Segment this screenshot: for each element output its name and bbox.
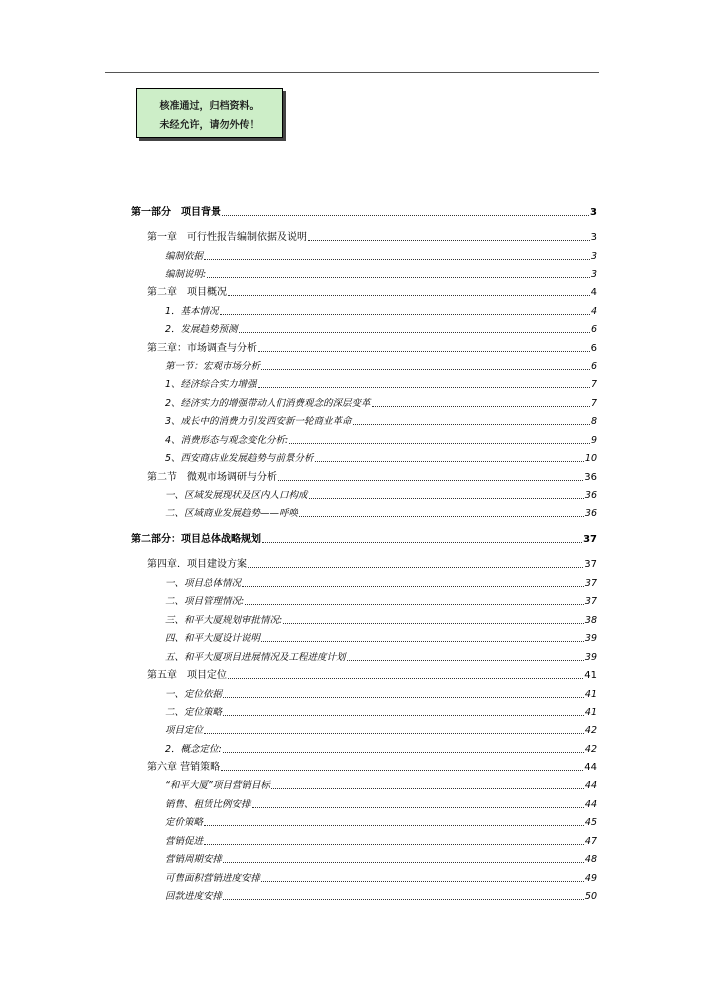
toc-page-number: 44 — [584, 799, 597, 810]
toc-page-number: 4 — [590, 306, 597, 317]
toc-entry-title: 二、定位策略 — [165, 707, 223, 718]
toc-entry-title: 1．基本情况 — [165, 306, 219, 317]
toc-page-number: 41 — [584, 689, 597, 700]
toc-leader-dots — [258, 351, 590, 352]
toc-page-number: 48 — [584, 854, 597, 865]
toc-page-number: 37 — [584, 559, 597, 570]
toc-leader-dots — [220, 314, 590, 315]
toc-page-number: 37 — [584, 578, 597, 589]
toc-leader-dots — [228, 295, 590, 296]
toc-entry[interactable] — [147, 470, 597, 484]
toc-leader-dots — [223, 715, 584, 716]
toc-leader-dots — [347, 660, 584, 661]
toc-leader-dots — [223, 752, 584, 753]
toc-entry[interactable] — [165, 433, 597, 447]
toc-entry-title: 三、和平大厦规划审批情况: — [165, 615, 283, 626]
toc-leader-dots — [353, 424, 590, 425]
toc-page-number: 6 — [590, 361, 597, 372]
stamp-line-2: 未经允许，请勿外传！ — [159, 120, 260, 131]
toc-page-number: 37 — [584, 596, 597, 607]
toc-entry-title: 2、经济实力的增强带动人们消费观念的深层变革 — [165, 398, 371, 409]
toc-entry[interactable] — [165, 631, 597, 645]
toc-page-number: 3 — [590, 269, 597, 280]
toc-page-number: 42 — [584, 725, 597, 736]
toc-entry[interactable] — [165, 723, 597, 737]
toc-page-number: 6 — [590, 324, 597, 335]
toc-page-number: 3 — [590, 232, 597, 243]
toc-entry[interactable] — [131, 532, 597, 546]
toc-entry-title: 回款进度安排 — [165, 891, 223, 902]
toc-page-number: 36 — [584, 490, 597, 501]
toc-entry[interactable] — [147, 557, 597, 571]
toc-entry[interactable] — [165, 687, 597, 701]
toc-leader-dots — [223, 862, 584, 863]
toc-entry[interactable] — [165, 871, 597, 885]
toc-entry-title: 四、和平大厦设计说明 — [165, 633, 261, 644]
toc-entry-title: 第二章 项目概况 — [147, 287, 227, 298]
toc-leader-dots — [261, 641, 584, 642]
toc-leader-dots — [223, 899, 584, 900]
toc-entry-title: 第四章．项目建设方案 — [147, 559, 247, 570]
toc-entry[interactable] — [165, 852, 597, 866]
toc-entry-title: 五、和平大厦项目进展情况及工程进度计划 — [165, 652, 346, 663]
toc-page-number: 36 — [584, 508, 597, 519]
toc-entry[interactable] — [165, 889, 597, 903]
toc-page-number: 39 — [584, 633, 597, 644]
toc-leader-dots — [204, 844, 584, 845]
toc-leader-dots — [309, 498, 584, 499]
toc-leader-dots — [262, 542, 582, 543]
toc-entry[interactable] — [165, 778, 597, 792]
toc-entry-title: 5、西安商店业发展趋势与前景分析 — [165, 453, 314, 464]
toc-leader-dots — [204, 259, 590, 260]
toc-entry-title: 第一节：宏观市场分析 — [165, 361, 261, 372]
toc-entry[interactable] — [165, 613, 597, 627]
toc-entry-title: 编制依据 — [165, 251, 204, 262]
toc-entry[interactable] — [165, 304, 597, 318]
toc-entry[interactable] — [147, 341, 597, 355]
toc-entry-title: 二、区域商业发展趋势——呼唤 — [165, 508, 299, 519]
toc-leader-dots — [204, 733, 584, 734]
toc-leader-dots — [261, 881, 584, 882]
toc-leader-dots — [271, 788, 584, 789]
toc-entry-title: 第二部分：项目总体战略规划 — [131, 534, 261, 545]
toc-entry-title: 第二节 微观市场调研与分析 — [147, 472, 277, 483]
toc-leader-dots — [315, 461, 584, 462]
toc-entry[interactable] — [165, 322, 597, 336]
toc-entry[interactable] — [165, 705, 597, 719]
toc-leader-dots — [228, 678, 583, 679]
toc-leader-dots — [222, 215, 589, 216]
toc-entry-title: 一、定位依据 — [165, 689, 223, 700]
toc-entry-title: 项目定位 — [165, 725, 204, 736]
toc-entry-title: 销售、租赁比例安排 — [165, 799, 251, 810]
toc-entry-title: 3、成长中的消费力引发西安新一轮商业革命 — [165, 416, 352, 427]
toc-entry-title: 可售面积营销进度安排 — [165, 873, 261, 884]
toc-entry[interactable] — [165, 267, 597, 281]
toc-entry-title: 1、经济综合实力增强 — [165, 379, 257, 390]
toc-page-number: 45 — [584, 817, 597, 828]
toc-entry[interactable] — [147, 230, 597, 244]
toc-entry[interactable] — [165, 396, 597, 410]
toc-page-number: 7 — [590, 379, 597, 390]
header-rule — [105, 72, 599, 73]
stamp-line-1: 核准通过，归档资料。 — [159, 101, 260, 112]
toc-entry-title: 营销周期安排 — [165, 854, 223, 865]
toc-leader-dots — [308, 240, 590, 241]
toc-page-number: 10 — [584, 453, 597, 464]
toc-page-number: 44 — [584, 762, 597, 773]
toc-leader-dots — [204, 825, 584, 826]
toc-page-number: 42 — [584, 744, 597, 755]
toc-entry[interactable] — [147, 285, 597, 299]
toc-entry[interactable] — [165, 650, 597, 664]
toc-entry[interactable] — [165, 414, 597, 428]
toc-page-number: 3 — [590, 251, 597, 262]
toc-leader-dots — [289, 443, 590, 444]
toc-page-number: 8 — [590, 416, 597, 427]
toc-leader-dots — [221, 770, 583, 771]
toc-page-number: 50 — [584, 891, 597, 902]
toc-entry[interactable] — [165, 594, 597, 608]
toc-entry-title: 第三章：市场调查与分析 — [147, 343, 257, 354]
toc-leader-dots — [242, 586, 584, 587]
toc-entry-title: 第六章 营销策略 — [147, 762, 221, 773]
toc-entry[interactable] — [165, 742, 597, 756]
toc-page-number: 38 — [584, 615, 597, 626]
toc-entry[interactable] — [165, 488, 597, 502]
toc-page-number: 9 — [590, 435, 597, 446]
toc-page-number: 6 — [590, 343, 597, 354]
toc-leader-dots — [372, 406, 590, 407]
toc-leader-dots — [299, 516, 584, 517]
toc-page-number: 36 — [584, 472, 597, 483]
toc-leader-dots — [239, 332, 590, 333]
toc-leader-dots — [245, 604, 584, 605]
toc-entry-title: 二、项目管理情况: — [165, 596, 245, 607]
toc-entry-title: 一、区域发展现状及区内人口构成 — [165, 490, 308, 501]
toc-entry[interactable] — [165, 834, 597, 848]
toc-entry[interactable] — [147, 760, 597, 774]
toc-page-number: 41 — [584, 707, 597, 718]
toc-entry[interactable] — [165, 815, 597, 829]
toc-leader-dots — [283, 623, 584, 624]
toc-entry[interactable] — [165, 451, 597, 465]
toc-entry-title: 定价策略 — [165, 817, 204, 828]
toc-page-number: 49 — [584, 873, 597, 884]
toc-entry-title: 第五章 项目定位 — [147, 670, 227, 681]
toc-page-number: 37 — [583, 534, 597, 545]
toc-entry-title: 第一章 可行性报告编制依据及说明 — [147, 232, 307, 243]
toc-entry[interactable] — [147, 668, 597, 682]
toc-entry-title: 一、项目总体情况 — [165, 578, 242, 589]
toc-leader-dots — [223, 697, 584, 698]
toc-page-number: 3 — [590, 207, 597, 218]
toc-entry[interactable] — [165, 359, 597, 373]
toc-entry-title: 编制说明: — [165, 269, 207, 280]
toc-entry[interactable] — [165, 249, 597, 263]
toc-entry[interactable] — [165, 576, 597, 590]
toc-entry-title: “和平大厦”项目营销目标 — [165, 780, 270, 791]
toc-leader-dots — [207, 277, 590, 278]
toc-leader-dots — [261, 369, 590, 370]
toc-entry-title: 第一部分 项目背景 — [131, 207, 221, 218]
toc-leader-dots — [252, 807, 584, 808]
toc-entry[interactable] — [165, 377, 597, 391]
toc-page-number: 41 — [584, 670, 597, 681]
toc-page-number: 7 — [590, 398, 597, 409]
toc-leader-dots — [248, 567, 583, 568]
toc-leader-dots — [278, 480, 583, 481]
toc-entry-title: 4、消费形态与观念变化分析: — [165, 435, 289, 446]
toc-entry-title: 2．发展趋势预测 — [165, 324, 238, 335]
toc-entry[interactable] — [165, 506, 597, 520]
toc-leader-dots — [258, 387, 590, 388]
toc-entry[interactable] — [165, 797, 597, 811]
toc-page-number: 4 — [590, 287, 597, 298]
toc-page-number: 47 — [584, 836, 597, 847]
toc-page-number: 39 — [584, 652, 597, 663]
toc-entry-title: 营销促进 — [165, 836, 204, 847]
approval-stamp — [136, 88, 283, 138]
toc-entry-title: 2．概念定位: — [165, 744, 222, 755]
toc-page-number: 44 — [584, 780, 597, 791]
toc-entry[interactable] — [131, 205, 597, 219]
